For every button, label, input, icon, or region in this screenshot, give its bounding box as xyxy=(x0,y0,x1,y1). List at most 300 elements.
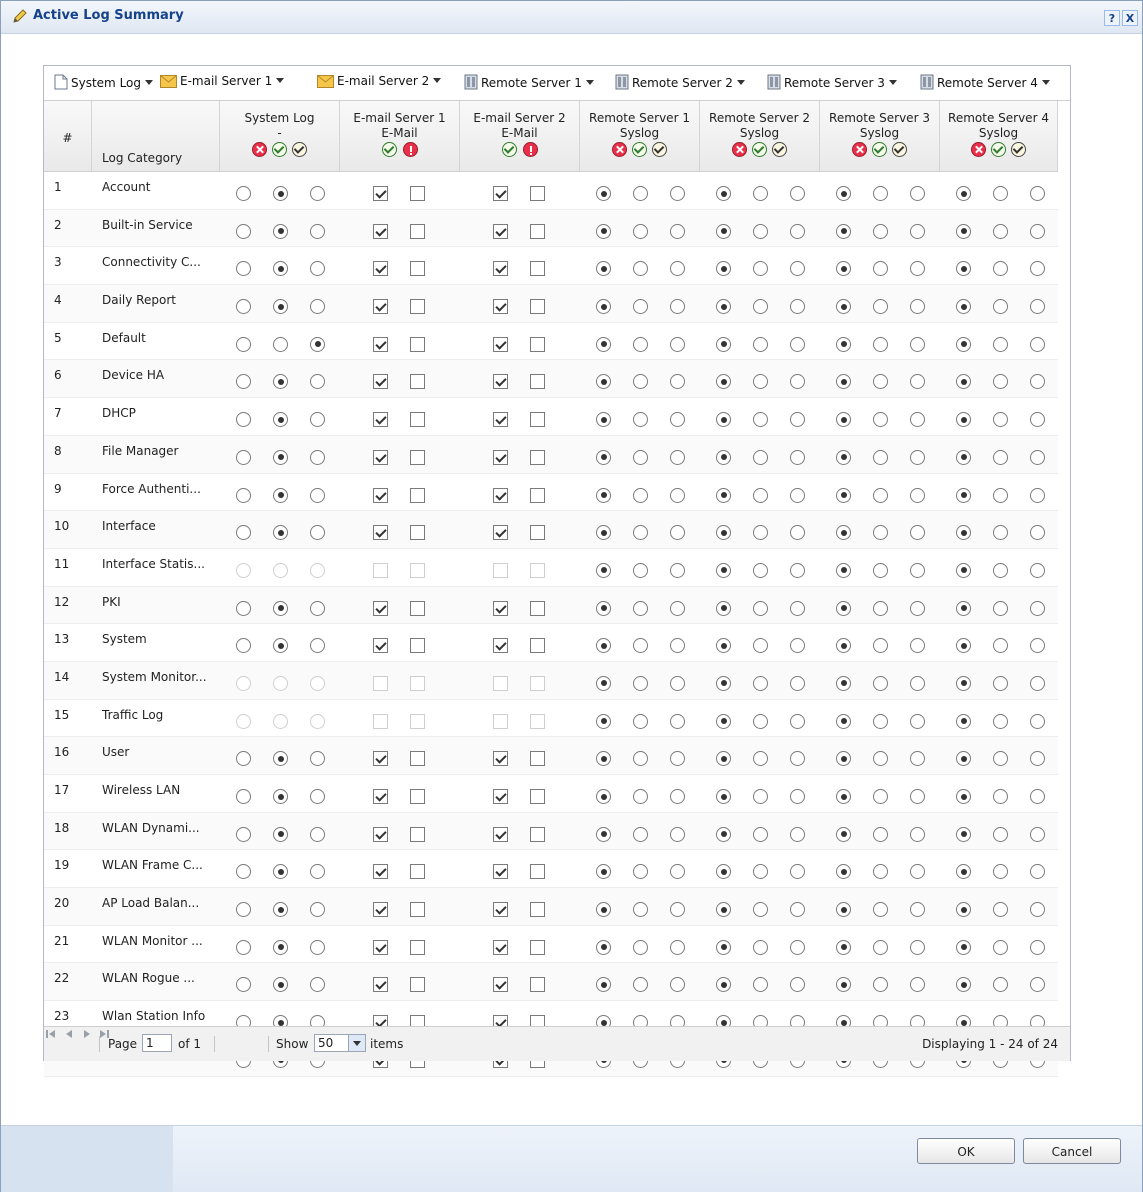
remote-server-2-level-radio[interactable] xyxy=(716,864,731,879)
email-server-1-checkbox[interactable] xyxy=(410,412,425,427)
normal-icon[interactable] xyxy=(632,142,647,157)
remote-server-2-level-radio[interactable] xyxy=(716,525,731,540)
remote-server-3-level-radio[interactable] xyxy=(910,940,925,955)
remote-server-2-level-radio[interactable] xyxy=(790,902,805,917)
remote-server-3-level-radio[interactable] xyxy=(873,488,888,503)
toolbar-menu-2[interactable] xyxy=(160,74,284,88)
remote-server-3-level-radio[interactable] xyxy=(873,261,888,276)
close-button[interactable]: X xyxy=(1122,10,1138,26)
remote-server-3-level-radio[interactable] xyxy=(910,601,925,616)
remote-server-4-level-radio[interactable] xyxy=(1030,261,1045,276)
email-server-2-checkbox[interactable] xyxy=(493,601,508,616)
email-server-2-checkbox[interactable] xyxy=(493,525,508,540)
remote-server-2-level-radio[interactable] xyxy=(790,676,805,691)
system-log-level-radio[interactable] xyxy=(236,864,251,879)
remote-server-1-level-radio[interactable] xyxy=(670,601,685,616)
remote-server-2-level-radio[interactable] xyxy=(716,224,731,239)
system-log-level-radio[interactable] xyxy=(273,714,288,729)
remote-server-4-level-radio[interactable] xyxy=(956,940,971,955)
remote-server-3-level-radio[interactable] xyxy=(910,261,925,276)
remote-server-2-level-radio[interactable] xyxy=(753,374,768,389)
email-server-1-checkbox[interactable] xyxy=(410,940,425,955)
remote-server-4-level-radio[interactable] xyxy=(956,789,971,804)
system-log-level-radio[interactable] xyxy=(273,751,288,766)
remote-server-1-level-radio[interactable] xyxy=(633,789,648,804)
remote-server-4-level-radio[interactable] xyxy=(956,751,971,766)
email-server-1-checkbox[interactable] xyxy=(410,864,425,879)
remote-server-2-level-radio[interactable] xyxy=(753,488,768,503)
remote-server-1-level-radio[interactable] xyxy=(596,450,611,465)
email-server-2-checkbox[interactable] xyxy=(530,827,545,842)
system-log-level-radio[interactable] xyxy=(310,714,325,729)
remote-server-3-level-radio[interactable] xyxy=(873,864,888,879)
remote-server-1-level-radio[interactable] xyxy=(596,525,611,540)
remote-server-3-level-radio[interactable] xyxy=(910,827,925,842)
remote-server-4-level-radio[interactable] xyxy=(956,563,971,578)
remote-server-2-level-radio[interactable] xyxy=(790,337,805,352)
remote-server-1-level-radio[interactable] xyxy=(670,299,685,314)
remote-server-3-level-radio[interactable] xyxy=(873,374,888,389)
remote-server-1-level-radio[interactable] xyxy=(670,864,685,879)
remote-server-1-level-radio[interactable] xyxy=(670,563,685,578)
remote-server-3-level-radio[interactable] xyxy=(836,977,851,992)
remote-server-4-level-radio[interactable] xyxy=(956,525,971,540)
remote-server-3-level-radio[interactable] xyxy=(910,374,925,389)
remote-server-4-level-radio[interactable] xyxy=(993,638,1008,653)
remote-server-1-level-radio[interactable] xyxy=(596,488,611,503)
email-server-1-checkbox[interactable] xyxy=(410,827,425,842)
remote-server-3-level-radio[interactable] xyxy=(910,751,925,766)
remote-server-3-level-radio[interactable] xyxy=(910,450,925,465)
remote-server-3-level-radio[interactable] xyxy=(836,450,851,465)
remote-server-1-level-radio[interactable] xyxy=(633,563,648,578)
normal-icon[interactable] xyxy=(991,142,1006,157)
remote-server-4-level-radio[interactable] xyxy=(1030,488,1045,503)
remote-server-2-level-radio[interactable] xyxy=(753,940,768,955)
email-server-2-checkbox[interactable] xyxy=(530,940,545,955)
email-server-2-checkbox[interactable] xyxy=(493,412,508,427)
remote-server-2-level-radio[interactable] xyxy=(790,186,805,201)
remote-server-2-level-radio[interactable] xyxy=(716,902,731,917)
email-server-2-checkbox[interactable] xyxy=(493,224,508,239)
email-server-2-checkbox[interactable] xyxy=(530,186,545,201)
remote-server-3-level-radio[interactable] xyxy=(836,374,851,389)
email-server-1-checkbox[interactable] xyxy=(410,789,425,804)
remote-server-4-level-radio[interactable] xyxy=(1030,676,1045,691)
remote-server-2-level-radio[interactable] xyxy=(716,563,731,578)
remote-server-2-level-radio[interactable] xyxy=(790,714,805,729)
remote-server-2-level-radio[interactable] xyxy=(753,337,768,352)
remote-server-2-level-radio[interactable] xyxy=(790,827,805,842)
email-server-1-checkbox[interactable] xyxy=(410,299,425,314)
remote-server-2-level-radio[interactable] xyxy=(753,224,768,239)
remote-server-4-level-radio[interactable] xyxy=(1030,940,1045,955)
remote-server-1-level-radio[interactable] xyxy=(670,714,685,729)
system-log-level-radio[interactable] xyxy=(310,864,325,879)
remote-server-3-level-radio[interactable] xyxy=(836,563,851,578)
email-server-2-checkbox[interactable] xyxy=(530,412,545,427)
remote-server-3-level-radio[interactable] xyxy=(910,789,925,804)
email-server-1-checkbox[interactable] xyxy=(410,374,425,389)
remote-server-1-level-radio[interactable] xyxy=(670,224,685,239)
remote-server-4-level-radio[interactable] xyxy=(993,186,1008,201)
system-log-level-radio[interactable] xyxy=(273,563,288,578)
remote-server-1-level-radio[interactable] xyxy=(633,261,648,276)
remote-server-1-level-radio[interactable] xyxy=(633,224,648,239)
remote-server-2-level-radio[interactable] xyxy=(753,827,768,842)
email-server-1-checkbox[interactable] xyxy=(373,827,388,842)
system-log-level-radio[interactable] xyxy=(236,450,251,465)
remote-server-4-level-radio[interactable] xyxy=(993,940,1008,955)
remote-server-3-level-radio[interactable] xyxy=(910,638,925,653)
remote-server-2-level-radio[interactable] xyxy=(753,902,768,917)
email-server-2-checkbox[interactable] xyxy=(530,563,545,578)
remote-server-3-level-radio[interactable] xyxy=(873,638,888,653)
system-log-level-radio[interactable] xyxy=(310,525,325,540)
remote-server-4-level-radio[interactable] xyxy=(956,864,971,879)
remote-server-4-level-radio[interactable] xyxy=(993,412,1008,427)
system-log-level-radio[interactable] xyxy=(236,525,251,540)
remote-server-4-level-radio[interactable] xyxy=(993,676,1008,691)
remote-server-4-level-radio[interactable] xyxy=(956,450,971,465)
remote-server-1-level-radio[interactable] xyxy=(596,789,611,804)
disable-icon[interactable] xyxy=(252,142,267,157)
remote-server-2-level-radio[interactable] xyxy=(753,412,768,427)
remote-server-3-level-radio[interactable] xyxy=(873,450,888,465)
system-log-level-radio[interactable] xyxy=(273,940,288,955)
remote-server-2-level-radio[interactable] xyxy=(790,374,805,389)
system-log-level-radio[interactable] xyxy=(236,638,251,653)
remote-server-1-level-radio[interactable] xyxy=(633,827,648,842)
email-server-2-checkbox[interactable] xyxy=(530,789,545,804)
first-page-icon[interactable] xyxy=(44,1027,58,1041)
system-log-level-radio[interactable] xyxy=(310,940,325,955)
remote-server-4-level-radio[interactable] xyxy=(993,601,1008,616)
remote-server-3-level-radio[interactable] xyxy=(836,525,851,540)
remote-server-2-level-radio[interactable] xyxy=(716,261,731,276)
remote-server-1-level-radio[interactable] xyxy=(596,337,611,352)
email-server-1-checkbox[interactable] xyxy=(410,563,425,578)
remote-server-1-level-radio[interactable] xyxy=(633,525,648,540)
remote-server-4-level-radio[interactable] xyxy=(1030,789,1045,804)
toolbar-menu-5[interactable] xyxy=(615,74,745,90)
remote-server-3-level-radio[interactable] xyxy=(873,714,888,729)
remote-server-4-level-radio[interactable] xyxy=(1030,412,1045,427)
debug-icon[interactable] xyxy=(772,142,787,157)
remote-server-2-level-radio[interactable] xyxy=(790,864,805,879)
email-server-2-checkbox[interactable] xyxy=(530,638,545,653)
system-log-level-radio[interactable] xyxy=(310,638,325,653)
remote-server-3-level-radio[interactable] xyxy=(873,525,888,540)
system-log-level-radio[interactable] xyxy=(273,676,288,691)
remote-server-3-level-radio[interactable] xyxy=(836,940,851,955)
remote-server-4-level-radio[interactable] xyxy=(993,374,1008,389)
remote-server-3-level-radio[interactable] xyxy=(836,186,851,201)
remote-server-2-level-radio[interactable] xyxy=(716,337,731,352)
remote-server-2-level-radio[interactable] xyxy=(790,977,805,992)
debug-icon[interactable] xyxy=(652,142,667,157)
debug-icon[interactable] xyxy=(292,142,307,157)
normal-icon[interactable] xyxy=(872,142,887,157)
email-server-2-checkbox[interactable] xyxy=(530,525,545,540)
remote-server-1-level-radio[interactable] xyxy=(670,676,685,691)
remote-server-1-level-radio[interactable] xyxy=(670,450,685,465)
system-log-level-radio[interactable] xyxy=(310,337,325,352)
system-log-level-radio[interactable] xyxy=(236,186,251,201)
email-server-1-checkbox[interactable] xyxy=(373,902,388,917)
remote-server-2-level-radio[interactable] xyxy=(753,714,768,729)
remote-server-4-level-radio[interactable] xyxy=(956,827,971,842)
remote-server-4-level-radio[interactable] xyxy=(993,789,1008,804)
system-log-level-radio[interactable] xyxy=(236,977,251,992)
system-log-level-radio[interactable] xyxy=(236,601,251,616)
remote-server-1-level-radio[interactable] xyxy=(633,638,648,653)
email-server-2-checkbox[interactable] xyxy=(493,902,508,917)
remote-server-1-level-radio[interactable] xyxy=(633,337,648,352)
system-log-level-radio[interactable] xyxy=(273,374,288,389)
system-log-level-radio[interactable] xyxy=(236,827,251,842)
remote-server-3-level-radio[interactable] xyxy=(836,751,851,766)
remote-server-1-level-radio[interactable] xyxy=(633,977,648,992)
email-server-2-checkbox[interactable] xyxy=(493,450,508,465)
remote-server-2-level-radio[interactable] xyxy=(716,676,731,691)
remote-server-3-level-radio[interactable] xyxy=(910,337,925,352)
remote-server-4-level-radio[interactable] xyxy=(1030,751,1045,766)
disable-icon[interactable] xyxy=(971,142,986,157)
remote-server-3-level-radio[interactable] xyxy=(836,224,851,239)
chevron-down-icon[interactable] xyxy=(348,1035,365,1051)
remote-server-3-level-radio[interactable] xyxy=(836,488,851,503)
remote-server-2-level-radio[interactable] xyxy=(790,940,805,955)
remote-server-4-level-radio[interactable] xyxy=(993,450,1008,465)
remote-server-4-level-radio[interactable] xyxy=(1030,977,1045,992)
email-server-2-checkbox[interactable] xyxy=(530,977,545,992)
remote-server-2-level-radio[interactable] xyxy=(753,261,768,276)
email-server-2-checkbox[interactable] xyxy=(530,902,545,917)
remote-server-3-level-radio[interactable] xyxy=(873,337,888,352)
remote-server-3-level-radio[interactable] xyxy=(836,638,851,653)
email-server-1-checkbox[interactable] xyxy=(410,488,425,503)
toolbar-menu-1[interactable] xyxy=(54,74,153,90)
system-log-level-radio[interactable] xyxy=(310,601,325,616)
system-log-level-radio[interactable] xyxy=(310,261,325,276)
remote-server-1-level-radio[interactable] xyxy=(633,902,648,917)
remote-server-1-level-radio[interactable] xyxy=(670,940,685,955)
remote-server-3-level-radio[interactable] xyxy=(873,299,888,314)
email-server-2-checkbox[interactable] xyxy=(493,676,508,691)
remote-server-2-level-radio[interactable] xyxy=(716,977,731,992)
email-server-1-checkbox[interactable] xyxy=(410,186,425,201)
email-server-1-checkbox[interactable] xyxy=(373,450,388,465)
remote-server-1-level-radio[interactable] xyxy=(596,299,611,314)
system-log-level-radio[interactable] xyxy=(236,751,251,766)
remote-server-4-level-radio[interactable] xyxy=(1030,864,1045,879)
email-server-1-checkbox[interactable] xyxy=(410,601,425,616)
remote-server-4-level-radio[interactable] xyxy=(956,676,971,691)
remote-server-1-level-radio[interactable] xyxy=(633,714,648,729)
remote-server-2-level-radio[interactable] xyxy=(790,525,805,540)
email-server-2-checkbox[interactable] xyxy=(493,977,508,992)
system-log-level-radio[interactable] xyxy=(236,488,251,503)
system-log-level-radio[interactable] xyxy=(310,374,325,389)
system-log-level-radio[interactable] xyxy=(236,563,251,578)
remote-server-4-level-radio[interactable] xyxy=(1030,902,1045,917)
remote-server-3-level-radio[interactable] xyxy=(836,827,851,842)
debug-icon[interactable] xyxy=(892,142,907,157)
remote-server-3-level-radio[interactable] xyxy=(910,412,925,427)
remote-server-4-level-radio[interactable] xyxy=(1030,601,1045,616)
remote-server-4-level-radio[interactable] xyxy=(1030,525,1045,540)
remote-server-4-level-radio[interactable] xyxy=(993,224,1008,239)
system-log-level-radio[interactable] xyxy=(273,488,288,503)
email-server-2-checkbox[interactable] xyxy=(493,827,508,842)
remote-server-1-level-radio[interactable] xyxy=(633,676,648,691)
remote-server-4-level-radio[interactable] xyxy=(956,224,971,239)
remote-server-3-level-radio[interactable] xyxy=(836,337,851,352)
remote-server-1-level-radio[interactable] xyxy=(633,450,648,465)
system-log-level-radio[interactable] xyxy=(273,337,288,352)
remote-server-3-level-radio[interactable] xyxy=(836,261,851,276)
email-server-2-checkbox[interactable] xyxy=(493,563,508,578)
system-log-level-radio[interactable] xyxy=(310,224,325,239)
remote-server-2-level-radio[interactable] xyxy=(716,751,731,766)
email-server-1-checkbox[interactable] xyxy=(373,525,388,540)
page-size-select[interactable] xyxy=(314,1034,366,1052)
email-server-2-checkbox[interactable] xyxy=(530,261,545,276)
remote-server-1-level-radio[interactable] xyxy=(596,864,611,879)
system-log-level-radio[interactable] xyxy=(310,299,325,314)
remote-server-3-level-radio[interactable] xyxy=(910,864,925,879)
email-server-1-checkbox[interactable] xyxy=(410,450,425,465)
email-server-1-checkbox[interactable] xyxy=(373,412,388,427)
remote-server-2-level-radio[interactable] xyxy=(790,638,805,653)
remote-server-1-level-radio[interactable] xyxy=(670,638,685,653)
remote-server-1-level-radio[interactable] xyxy=(633,299,648,314)
email-server-2-checkbox[interactable] xyxy=(530,299,545,314)
email-server-2-checkbox[interactable] xyxy=(493,337,508,352)
disable-icon[interactable] xyxy=(852,142,867,157)
remote-server-1-level-radio[interactable] xyxy=(670,488,685,503)
remote-server-2-level-radio[interactable] xyxy=(716,450,731,465)
remote-server-3-level-radio[interactable] xyxy=(910,563,925,578)
email-server-1-checkbox[interactable] xyxy=(373,977,388,992)
system-log-level-radio[interactable] xyxy=(273,864,288,879)
email-server-1-checkbox[interactable] xyxy=(373,714,388,729)
system-log-level-radio[interactable] xyxy=(310,186,325,201)
system-log-level-radio[interactable] xyxy=(273,902,288,917)
remote-server-4-level-radio[interactable] xyxy=(993,751,1008,766)
system-log-level-radio[interactable] xyxy=(273,977,288,992)
remote-server-2-level-radio[interactable] xyxy=(790,224,805,239)
toolbar-menu-4[interactable] xyxy=(464,74,594,90)
remote-server-2-level-radio[interactable] xyxy=(716,714,731,729)
system-log-level-radio[interactable] xyxy=(310,977,325,992)
remote-server-3-level-radio[interactable] xyxy=(873,751,888,766)
remote-server-4-level-radio[interactable] xyxy=(956,714,971,729)
remote-server-3-level-radio[interactable] xyxy=(873,601,888,616)
email-server-1-checkbox[interactable] xyxy=(410,525,425,540)
prev-page-icon[interactable] xyxy=(62,1027,76,1041)
email-server-2-checkbox[interactable] xyxy=(493,789,508,804)
remote-server-3-level-radio[interactable] xyxy=(836,299,851,314)
system-log-level-radio[interactable] xyxy=(236,224,251,239)
email-server-1-checkbox[interactable] xyxy=(410,261,425,276)
remote-server-3-level-radio[interactable] xyxy=(836,864,851,879)
system-log-level-radio[interactable] xyxy=(236,902,251,917)
email-server-2-checkbox[interactable] xyxy=(530,450,545,465)
system-log-level-radio[interactable] xyxy=(310,827,325,842)
remote-server-1-level-radio[interactable] xyxy=(596,601,611,616)
remote-server-2-level-radio[interactable] xyxy=(753,676,768,691)
remote-server-4-level-radio[interactable] xyxy=(956,374,971,389)
email-server-1-checkbox[interactable] xyxy=(373,638,388,653)
disable-icon[interactable] xyxy=(612,142,627,157)
remote-server-3-level-radio[interactable] xyxy=(910,488,925,503)
remote-server-3-level-radio[interactable] xyxy=(836,412,851,427)
normal-icon[interactable] xyxy=(752,142,767,157)
system-log-level-radio[interactable] xyxy=(310,789,325,804)
remote-server-1-level-radio[interactable] xyxy=(596,676,611,691)
email-server-1-checkbox[interactable] xyxy=(410,902,425,917)
normal-icon[interactable] xyxy=(502,142,517,157)
remote-server-3-level-radio[interactable] xyxy=(910,676,925,691)
email-server-1-checkbox[interactable] xyxy=(373,261,388,276)
email-server-1-checkbox[interactable] xyxy=(410,337,425,352)
cancel-button[interactable]: Cancel xyxy=(1023,1138,1121,1164)
email-server-2-checkbox[interactable] xyxy=(493,638,508,653)
remote-server-4-level-radio[interactable] xyxy=(956,412,971,427)
system-log-level-radio[interactable] xyxy=(273,525,288,540)
normal-icon[interactable] xyxy=(272,142,287,157)
remote-server-4-level-radio[interactable] xyxy=(1030,563,1045,578)
remote-server-2-level-radio[interactable] xyxy=(753,751,768,766)
remote-server-3-level-radio[interactable] xyxy=(910,977,925,992)
remote-server-4-level-radio[interactable] xyxy=(993,337,1008,352)
remote-server-1-level-radio[interactable] xyxy=(596,827,611,842)
remote-server-1-level-radio[interactable] xyxy=(633,412,648,427)
remote-server-2-level-radio[interactable] xyxy=(716,299,731,314)
remote-server-2-level-radio[interactable] xyxy=(753,864,768,879)
remote-server-1-level-radio[interactable] xyxy=(596,186,611,201)
email-server-1-checkbox[interactable] xyxy=(373,864,388,879)
remote-server-3-level-radio[interactable] xyxy=(873,827,888,842)
remote-server-1-level-radio[interactable] xyxy=(596,977,611,992)
remote-server-2-level-radio[interactable] xyxy=(790,789,805,804)
remote-server-1-level-radio[interactable] xyxy=(596,563,611,578)
remote-server-4-level-radio[interactable] xyxy=(1030,827,1045,842)
email-server-1-checkbox[interactable] xyxy=(373,601,388,616)
system-log-level-radio[interactable] xyxy=(273,789,288,804)
email-server-1-checkbox[interactable] xyxy=(373,676,388,691)
remote-server-1-level-radio[interactable] xyxy=(633,864,648,879)
email-server-2-checkbox[interactable] xyxy=(493,864,508,879)
system-log-level-radio[interactable] xyxy=(310,412,325,427)
remote-server-1-level-radio[interactable] xyxy=(670,374,685,389)
remote-server-2-level-radio[interactable] xyxy=(753,450,768,465)
remote-server-1-level-radio[interactable] xyxy=(670,525,685,540)
remote-server-1-level-radio[interactable] xyxy=(596,714,611,729)
remote-server-3-level-radio[interactable] xyxy=(836,714,851,729)
remote-server-1-level-radio[interactable] xyxy=(633,374,648,389)
remote-server-1-level-radio[interactable] xyxy=(596,902,611,917)
email-server-2-checkbox[interactable] xyxy=(530,864,545,879)
remote-server-2-level-radio[interactable] xyxy=(753,563,768,578)
email-server-1-checkbox[interactable] xyxy=(373,488,388,503)
remote-server-2-level-radio[interactable] xyxy=(790,563,805,578)
email-server-1-checkbox[interactable] xyxy=(373,299,388,314)
remote-server-4-level-radio[interactable] xyxy=(993,864,1008,879)
email-server-1-checkbox[interactable] xyxy=(410,638,425,653)
